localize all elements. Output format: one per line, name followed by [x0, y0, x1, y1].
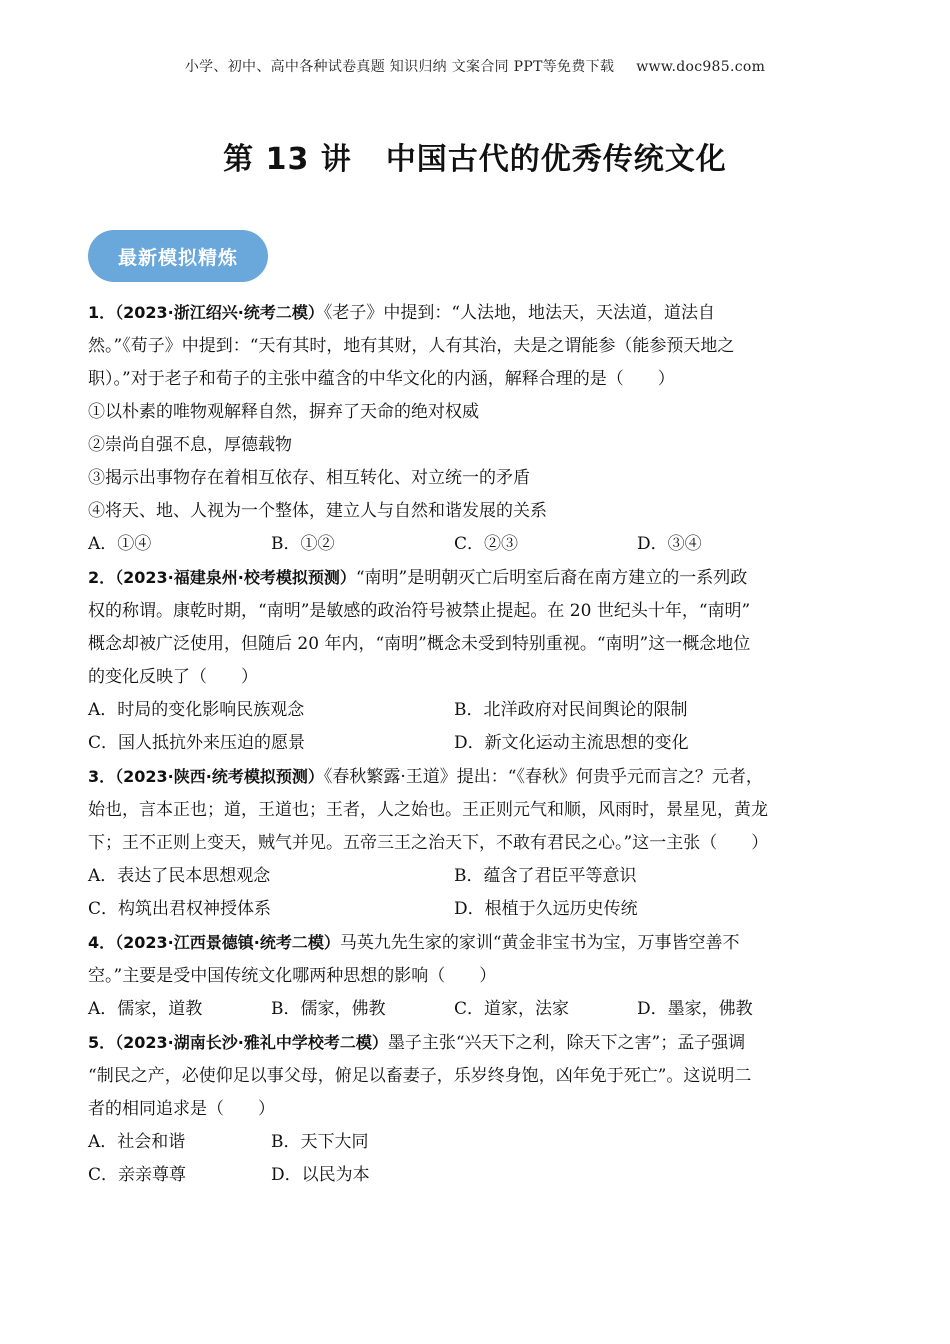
question-text: 的变化反映了（ ） — [88, 667, 258, 687]
header-url[interactable]: www.doc985.com — [636, 59, 766, 75]
option-d[interactable]: D．以民为本 — [271, 1165, 370, 1185]
question-source: （2023·陕西·统考模拟预测） — [115, 767, 324, 786]
option-d[interactable]: D．墨家，佛教 — [637, 999, 753, 1019]
option-b[interactable]: B．儒家，佛教 — [271, 999, 386, 1019]
statement-2: ②崇尚自强不息，厚德载物 — [88, 435, 292, 455]
question-1 — [88, 296, 878, 561]
option-c[interactable]: C．②③ — [454, 534, 519, 554]
option-b[interactable]: B．①② — [271, 534, 335, 554]
question-source: （2023·浙江绍兴·统考二模） — [115, 303, 324, 322]
page-title — [0, 134, 950, 178]
question-text: 然。”《荀子》中提到：“天有其时，地有其财，人有其治，夫是之谓能参（能参预天地之 — [88, 336, 735, 356]
question-2 — [88, 561, 878, 760]
options-row — [88, 727, 878, 760]
question-text: 《春秋繁露·王道》提出：“《春秋》何贵乎元而言之？元者， — [323, 767, 763, 787]
question-source: （2023·湖南长沙·雅礼中学校考二模） — [115, 1033, 388, 1052]
option-d[interactable]: D．新文化运动主流思想的变化 — [454, 733, 689, 753]
option-c[interactable]: C．构筑出君权神授体系 — [88, 899, 272, 919]
question-4 — [88, 926, 878, 1026]
lecture-topic: 中国古代的优秀传统文化 — [385, 142, 727, 177]
question-text: 空。”主要是受中国传统文化哪两种思想的影响（ ） — [88, 966, 497, 986]
question-number: 1． — [88, 303, 116, 322]
option-c[interactable]: C．国人抵抗外来压迫的愿景 — [88, 733, 306, 753]
options-row — [88, 1126, 878, 1159]
option-a[interactable]: A．社会和谐 — [88, 1132, 186, 1152]
option-b[interactable]: B．天下大同 — [271, 1132, 369, 1152]
option-b[interactable]: B．蕴含了君臣平等意识 — [454, 866, 637, 886]
options-row — [88, 893, 878, 926]
question-source: （2023·福建泉州·校考模拟预测） — [115, 568, 356, 587]
question-text: “南明”是明朝灭亡后明室后裔在南方建立的一系列政 — [355, 568, 748, 588]
section-badge: 最新模拟精炼 — [88, 230, 268, 282]
question-text: 马英九先生家的家训“黄金非宝书为宝，万事皆空善不 — [339, 933, 740, 953]
question-list — [88, 296, 878, 1192]
option-c[interactable]: C．亲亲尊尊 — [88, 1165, 187, 1185]
options-row — [88, 860, 878, 893]
question-number: 3． — [88, 767, 116, 786]
options-row — [88, 694, 878, 727]
lecture-number: 第 13 讲 — [223, 142, 352, 177]
question-text: 概念却被广泛使用，但随后 20 年内，“南明”概念未受到特别重视。“南明”这一概念地位 — [88, 634, 751, 654]
options-row — [88, 993, 878, 1026]
question-number: 5． — [88, 1033, 116, 1052]
question-text: 《老子》中提到：“人法地，地法天，天法道，道法自 — [323, 303, 716, 323]
page-header — [0, 56, 950, 76]
question-text: 墨子主张“兴天下之利，除天下之害”；孟子强调 — [387, 1033, 746, 1053]
option-a[interactable]: A．时局的变化影响民族观念 — [88, 700, 305, 720]
question-number: 4． — [88, 933, 116, 952]
option-b[interactable]: B．北洋政府对民间舆论的限制 — [454, 700, 688, 720]
question-text: 者的相同追求是（ ） — [88, 1099, 275, 1119]
option-c[interactable]: C．道家，法家 — [454, 999, 570, 1019]
question-text: 职）。”对于老子和荀子的主张中蕴含的中华文化的内涵，解释合理的是（ ） — [88, 369, 675, 389]
options-row — [88, 528, 878, 561]
option-a[interactable]: A．儒家，道教 — [88, 999, 203, 1019]
option-a[interactable]: A．表达了民本思想观念 — [88, 866, 271, 886]
question-text: 下；王不正则上变天，贼气并见。五帝三王之治天下，不敢有君民之心。”这一主张（ ） — [88, 833, 769, 853]
question-number: 2． — [88, 568, 116, 587]
header-text: 小学、初中、高中各种试卷真题 知识归纳 文案合同 PPT等免费下载 — [184, 59, 615, 75]
question-text: 权的称谓。康乾时期，“南明”是敏感的政治符号被禁止提起。在 20 世纪头十年，“南明” — [88, 601, 751, 621]
option-a[interactable]: A．①④ — [88, 534, 152, 554]
statement-1: ①以朴素的唯物观解释自然，摒弃了天命的绝对权威 — [88, 402, 479, 422]
options-row — [88, 1159, 878, 1192]
option-d[interactable]: D．③④ — [637, 534, 702, 554]
statement-4: ④将天、地、人视为一个整体，建立人与自然和谐发展的关系 — [88, 501, 547, 521]
question-text: “制民之产，必使仰足以事父母，俯足以畜妻子，乐岁终身饱，凶年免于死亡”。这说明二 — [88, 1066, 752, 1086]
question-5 — [88, 1026, 878, 1192]
statement-3: ③揭示出事物存在着相互依存、相互转化、对立统一的矛盾 — [88, 468, 530, 488]
option-d[interactable]: D．根植于久远历史传统 — [454, 899, 638, 919]
question-text: 始也，言本正也；道，王道也；王者，人之始也。王正则元气和顺，风雨时，景星见，黄龙 — [88, 800, 768, 820]
question-source: （2023·江西景德镇·统考二模） — [115, 933, 340, 952]
question-3 — [88, 760, 878, 926]
